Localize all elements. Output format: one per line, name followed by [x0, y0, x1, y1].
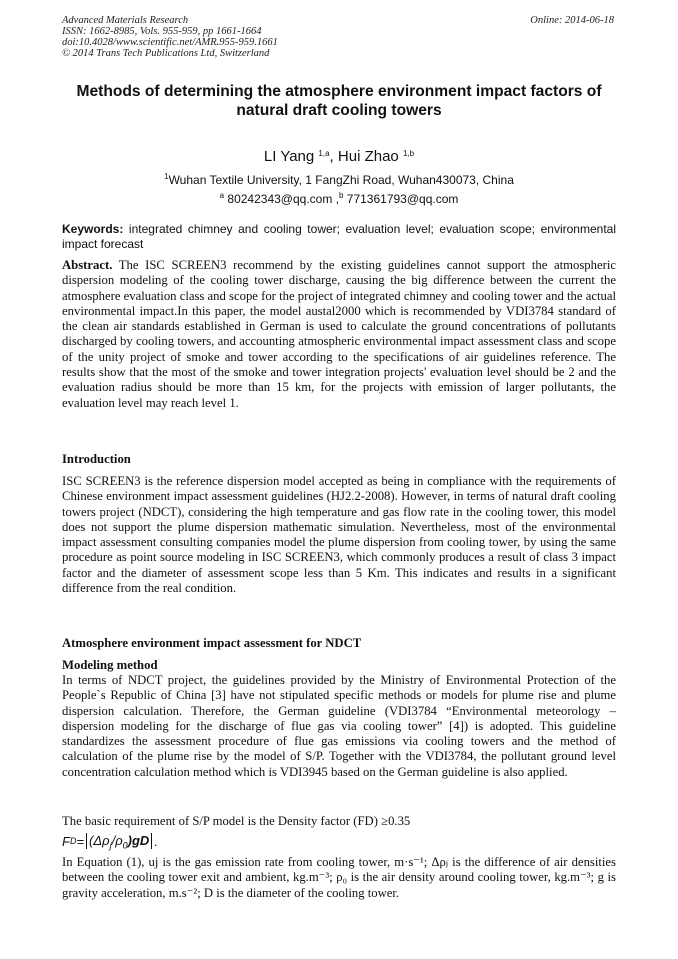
- email-b: 771361793@qq.com: [343, 192, 459, 206]
- sp-requirement-text: The basic requirement of S/P model is the Density factor (FD) ≥0.35: [62, 814, 411, 828]
- eq-open: (: [89, 833, 94, 848]
- journal-name: Advanced Materials Research: [62, 15, 189, 26]
- email-a: 80242343@qq.com ,: [224, 192, 339, 206]
- subsection-heading: Modeling method: [62, 658, 158, 672]
- eq-lhs: F: [62, 833, 70, 849]
- authors-line: [62, 148, 616, 165]
- eq-delta-rho-sub: j: [109, 840, 112, 851]
- affiliation-text: Wuhan Textile University, 1 FangZhi Road, Wuhan430073, China: [168, 173, 514, 187]
- eq-slash: /: [111, 833, 116, 848]
- author-1: LI Yang: [263, 148, 319, 165]
- paper-title: Methods of determining the atmosphere environment impact factors of natural draft cooling towers: [76, 83, 602, 119]
- keywords-label: Keywords:: [62, 222, 124, 236]
- equation-explanation: In Equation (1), uj is the gas emission rate from cooling tower, m·s⁻¹; Δρⱼ is the difference of air densities between the cooling tower exit and ambient, kg.m⁻³; ρ₀ is the air density around cooling tower, kg.m⁻³; g is gravity acceleration, m.s⁻²; D is the diameter of the cooling tower.: [62, 855, 616, 900]
- copyright-line: © 2014 Trans Tech Publications Ltd, Switzerland: [62, 48, 270, 59]
- eq-lhs-sub: D: [69, 836, 77, 846]
- affiliation-sup: 1: [164, 172, 169, 181]
- abstract-text: The ISC SCREEN3 recommend by the existing guidelines cannot support the atmospheric dispersion modeling of the cooling tower discharge, causing the big difference between the current the atmosphere evaluation class and scope for the project of integrated chimney and cooling tower and the actual environmental impact.In this paper, the model austal2000 which is recommended by VDI3784 standard of the clean air standards established in German is used to calculate the ground concentrations of pollutants discharged by cooling towers, and accounting atmospheric environmental impact assessment class and scope of the unity project of smoke and tower according to the specifications of air guidelines reference. The results show that the most of the smoke and tower integration projects' evaluation level should be 2 and the evaluation radius should be more than 15 km, for the projects with emission of larger pollutants, the evaluation level may reach level 1.: [62, 258, 616, 410]
- eq-rest: )gD: [127, 833, 150, 848]
- author-2: Hui Zhao: [337, 148, 403, 165]
- introduction-text: ISC SCREEN3 is the reference dispersion model accepted as being in compliance with the requirements of Chinese environment impact assessment guidelines (HJ2.2-2008). However, in terms of natural draft cooling towers project (NDCT), considering the high temperature and gas flow rate in the cooling tower, this model does not support the plume dispersion mathematic simulation. Nevertheless, most of the environmental impact assessment consulting companies model the plume dispersion from cooling tower, by using the same procedure as point source modeling in ISC SCREEN3, which commonly produces a result of class 3 impact factor and the diameter of assessment scope less than 5 Km. This indicates and results in a significant difference from the real condition.: [62, 474, 616, 596]
- online-date: Online: 2014-06-18: [530, 15, 614, 26]
- affiliation: [62, 173, 616, 187]
- keywords-block: [62, 222, 616, 251]
- abstract-label: Abstract.: [62, 258, 113, 272]
- journal-header: [62, 15, 278, 59]
- eq-delta-rho: Δρ: [93, 833, 110, 848]
- email-b-sup: b: [339, 191, 344, 200]
- section-heading: Atmosphere environment impact assessment for NDCT: [62, 636, 362, 650]
- emails-line: [62, 192, 616, 206]
- eq-rho0: ρ: [115, 833, 123, 848]
- doi-line: doi:10.4028/www.scientific.net/AMR.955-959.1661: [62, 37, 278, 48]
- density-factor-equation: [62, 833, 158, 849]
- eq-abs-bracket: [86, 833, 152, 849]
- eq-equals: =: [76, 833, 85, 849]
- author-separator: ,: [329, 148, 338, 165]
- abstract-block: [62, 258, 616, 411]
- eq-rho0-sub: 0: [122, 840, 128, 851]
- email-a-sup: a: [219, 191, 225, 200]
- eq-end: .: [154, 833, 158, 849]
- introduction-heading: Introduction: [62, 452, 131, 466]
- issn-line: ISSN: 1662-8985, Vols. 955-959, pp 1661-1664: [62, 26, 262, 37]
- keywords-text: integrated chimney and cooling tower; evaluation level; evaluation scope; environmental impact forecast: [62, 222, 616, 251]
- author-2-sup: 1,b: [402, 149, 415, 158]
- author-1-sup: 1,a: [318, 149, 330, 158]
- modeling-method-text: In terms of NDCT project, the guidelines provided by the Ministry of Environmental Protection of the People`s Republic of China [3] have not stipulated specific methods or models for plume rise and plume dispersion calculation. Therefore, the German guideline (VDI3784 “Environmental meteorology – dispersion modeling for the discharge of flue gas via cooling tower” [4]) is adopted. This guideline standardizes the assessment procedure of flue gas emissions via cooling towers and the method of calculation of the plume rise by the model of S/P. Together with the VDI3784, the pollutant ground level concentration calculation method which is VDI3945 based on the German guideline is also applied.: [62, 673, 616, 779]
